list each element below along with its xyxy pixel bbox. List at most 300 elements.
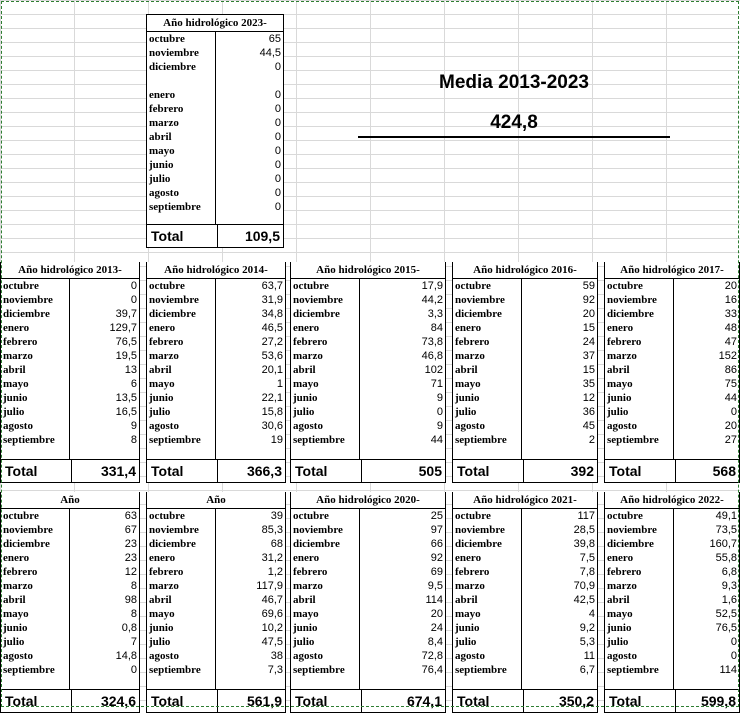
month-row — [453, 307, 597, 321]
rainfall-value[interactable]: 0 — [730, 650, 737, 662]
month-row — [291, 335, 445, 349]
month-label: octubre — [291, 509, 360, 523]
month-label: agosto — [605, 649, 674, 663]
rainfall-value[interactable]: 13,5 — [115, 392, 137, 404]
rainfall-value[interactable]: 73,5 — [715, 524, 737, 536]
month-row — [1, 593, 139, 607]
month-row — [147, 293, 285, 307]
rainfall-value[interactable]: 35 — [582, 378, 595, 390]
month-label: marzo — [1, 579, 70, 593]
rainfall-value[interactable]: 68 — [270, 538, 283, 550]
rainfall-value[interactable]: 9,3 — [721, 580, 737, 592]
rainfall-value[interactable]: 28,5 — [573, 524, 595, 536]
month-row — [291, 537, 445, 551]
total-value[interactable]: 392 — [570, 463, 594, 479]
year-table — [0, 492, 140, 713]
month-row — [605, 363, 739, 377]
month-label: abril — [147, 593, 216, 607]
month-label: abril — [605, 363, 674, 377]
month-label: septiembre — [1, 663, 70, 677]
month-label: junio — [453, 621, 522, 635]
rainfall-value[interactable]: 114 — [425, 594, 443, 606]
rainfall-value[interactable]: 20 — [582, 308, 595, 320]
blank-row — [147, 74, 283, 88]
month-row — [453, 419, 597, 433]
month-label: agosto — [147, 419, 216, 433]
rainfall-value[interactable]: 24 — [582, 336, 595, 348]
month-row — [1, 293, 139, 307]
rainfall-value[interactable]: 0 — [274, 117, 281, 129]
month-label: octubre — [147, 32, 216, 46]
rainfall-value[interactable]: 27 — [724, 434, 737, 446]
rainfall-value[interactable]: 9 — [436, 420, 443, 432]
month-label: enero — [1, 321, 70, 335]
rainfall-value[interactable]: 85,3 — [261, 524, 283, 536]
rainfall-value[interactable]: 52,5 — [715, 608, 737, 620]
rainfall-value[interactable]: 47 — [724, 336, 737, 348]
year-table-title: Año hidrológico 2020- — [291, 492, 445, 509]
rainfall-value[interactable]: 44 — [724, 392, 737, 404]
blank-row — [147, 214, 283, 224]
rainfall-value[interactable]: 44,5 — [259, 47, 281, 59]
rainfall-value[interactable]: 31,9 — [261, 294, 283, 306]
rainfall-value[interactable]: 70,9 — [573, 580, 595, 592]
rainfall-value[interactable]: 4 — [588, 608, 595, 620]
total-row — [291, 459, 445, 482]
rainfall-value[interactable]: 8 — [130, 580, 137, 592]
rainfall-value[interactable]: 25 — [430, 510, 443, 522]
rainfall-value[interactable]: 63 — [124, 510, 137, 522]
rainfall-value[interactable]: 152 — [718, 350, 737, 362]
month-label: febrero — [291, 565, 360, 579]
total-label: Total — [605, 690, 676, 712]
rainfall-value[interactable]: 98 — [124, 594, 137, 606]
month-row — [453, 293, 597, 307]
rainfall-value[interactable]: 76,4 — [421, 664, 443, 676]
month-row — [1, 363, 139, 377]
month-row — [605, 377, 739, 391]
total-value[interactable]: 324,6 — [100, 693, 136, 709]
total-value[interactable]: 505 — [418, 463, 442, 479]
month-row — [147, 88, 283, 102]
rainfall-value[interactable]: 46,7 — [261, 594, 283, 606]
rainfall-value[interactable]: 9 — [130, 420, 137, 432]
rainfall-value[interactable]: 0 — [274, 103, 281, 115]
month-label: noviembre — [147, 46, 216, 60]
rainfall-value[interactable]: 5,3 — [579, 636, 595, 648]
month-row — [605, 293, 739, 307]
rainfall-value[interactable]: 9,5 — [427, 580, 443, 592]
rainfall-value[interactable]: 72,8 — [421, 650, 443, 662]
blank-row — [291, 677, 445, 689]
rainfall-value[interactable]: 15 — [582, 322, 595, 334]
rainfall-value[interactable]: 76,5 — [115, 336, 137, 348]
rainfall-value[interactable]: 1,6 — [721, 594, 737, 606]
rainfall-value[interactable]: 84 — [430, 322, 443, 334]
month-label: diciembre — [453, 307, 522, 321]
rainfall-value[interactable]: 16,5 — [115, 406, 137, 418]
rainfall-value[interactable]: 97 — [430, 524, 443, 536]
rainfall-value[interactable]: 19 — [270, 434, 283, 446]
rainfall-value[interactable]: 44 — [430, 434, 443, 446]
month-row — [147, 433, 285, 447]
month-label: enero — [605, 321, 674, 335]
rainfall-value[interactable]: 53,6 — [261, 350, 283, 362]
month-row — [147, 144, 283, 158]
month-row — [291, 565, 445, 579]
total-row — [147, 689, 285, 712]
rainfall-value[interactable]: 6,7 — [579, 664, 595, 676]
month-row — [291, 321, 445, 335]
year-table-title: Año — [147, 492, 285, 509]
rainfall-value[interactable]: 42,5 — [573, 594, 595, 606]
rainfall-value[interactable]: 8 — [130, 608, 137, 620]
month-row — [291, 551, 445, 565]
month-label: julio — [605, 405, 674, 419]
month-row — [147, 537, 285, 551]
month-row — [147, 621, 285, 635]
total-label: Total — [1, 690, 72, 712]
month-row — [291, 509, 445, 523]
month-row — [605, 307, 739, 321]
rainfall-value[interactable]: 71 — [430, 378, 443, 390]
month-label: enero — [453, 551, 522, 565]
month-row — [1, 419, 139, 433]
month-label: noviembre — [147, 523, 216, 537]
month-row — [291, 523, 445, 537]
month-row — [1, 307, 139, 321]
month-label: abril — [291, 593, 360, 607]
month-row — [147, 200, 283, 214]
month-label: marzo — [147, 349, 216, 363]
month-row — [147, 363, 285, 377]
month-label: septiembre — [453, 663, 522, 677]
month-row — [605, 593, 739, 607]
rainfall-value[interactable]: 39,7 — [115, 308, 137, 320]
rainfall-value[interactable]: 0 — [274, 187, 281, 199]
rainfall-value[interactable]: 66 — [430, 538, 443, 550]
rainfall-value[interactable]: 117,9 — [256, 580, 283, 592]
month-row — [605, 279, 739, 293]
rainfall-value[interactable]: 30,6 — [261, 420, 283, 432]
rainfall-value[interactable]: 160,7 — [709, 538, 737, 550]
total-label: Total — [291, 690, 362, 712]
rainfall-value[interactable]: 67 — [124, 524, 137, 536]
rainfall-value[interactable]: 12 — [124, 566, 137, 578]
rainfall-value[interactable]: 12 — [582, 392, 595, 404]
rainfall-value[interactable]: 34,8 — [261, 308, 283, 320]
month-label: diciembre — [147, 537, 216, 551]
month-label: noviembre — [605, 523, 674, 537]
month-label: febrero — [147, 102, 216, 116]
total-label: Total — [453, 690, 524, 712]
rainfall-value[interactable]: 23 — [124, 538, 137, 550]
month-row — [147, 405, 285, 419]
rainfall-value[interactable]: 20 — [724, 280, 737, 292]
rainfall-value[interactable]: 69,6 — [261, 608, 283, 620]
month-label: agosto — [291, 649, 360, 663]
month-label: diciembre — [291, 537, 360, 551]
month-label: julio — [147, 635, 216, 649]
rainfall-value[interactable]: 46,5 — [261, 322, 283, 334]
month-row — [147, 551, 285, 565]
month-row — [1, 607, 139, 621]
month-label: julio — [1, 405, 70, 419]
month-label: noviembre — [453, 523, 522, 537]
rainfall-value[interactable]: 3,3 — [427, 308, 443, 320]
month-label: mayo — [291, 607, 360, 621]
rainfall-value[interactable]: 22,1 — [261, 392, 283, 404]
month-row — [453, 509, 597, 523]
rainfall-value[interactable]: 33 — [724, 308, 737, 320]
month-row — [291, 349, 445, 363]
month-label: marzo — [291, 349, 360, 363]
month-label: enero — [147, 88, 216, 102]
total-row — [147, 459, 285, 482]
month-row — [605, 509, 739, 523]
rainfall-value[interactable]: 20,1 — [261, 364, 283, 376]
rainfall-value[interactable]: 55,8 — [715, 552, 737, 564]
month-row — [147, 158, 283, 172]
rainfall-value[interactable]: 0 — [436, 406, 443, 418]
rainfall-value[interactable]: 23 — [124, 552, 137, 564]
month-label: junio — [1, 621, 70, 635]
rainfall-value[interactable]: 11 — [583, 650, 595, 662]
month-label: octubre — [1, 509, 70, 523]
month-row — [453, 607, 597, 621]
total-value[interactable]: 350,2 — [558, 693, 594, 709]
rainfall-value[interactable]: 8,4 — [427, 636, 443, 648]
rainfall-value[interactable]: 15 — [582, 364, 595, 376]
rainfall-value[interactable]: 0,8 — [121, 622, 137, 634]
month-row — [147, 565, 285, 579]
month-row — [605, 537, 739, 551]
rainfall-value[interactable]: 20 — [430, 608, 443, 620]
month-label: agosto — [453, 649, 522, 663]
total-value[interactable]: 568 — [712, 463, 736, 479]
current-year-table — [146, 14, 284, 248]
rainfall-value[interactable]: 65 — [268, 33, 281, 45]
month-row — [147, 321, 285, 335]
month-row — [291, 293, 445, 307]
month-label: septiembre — [147, 433, 216, 447]
rainfall-value[interactable]: 19,5 — [115, 350, 137, 362]
month-row — [605, 419, 739, 433]
total-value[interactable]: 599,8 — [700, 693, 736, 709]
month-label: febrero — [1, 335, 70, 349]
month-label: diciembre — [147, 307, 216, 321]
rainfall-value[interactable]: 73,8 — [421, 336, 443, 348]
rainfall-value[interactable]: 37 — [582, 350, 595, 362]
total-value[interactable]: 366,3 — [246, 463, 282, 479]
month-row — [605, 621, 739, 635]
rainfall-value[interactable]: 46,8 — [421, 350, 443, 362]
rainfall-value[interactable]: 0 — [730, 406, 737, 418]
rainfall-value[interactable]: 47,5 — [261, 636, 283, 648]
rainfall-value[interactable]: 39,8 — [573, 538, 595, 550]
year-table — [290, 492, 446, 713]
rainfall-value[interactable]: 36 — [582, 406, 595, 418]
month-row — [1, 335, 139, 349]
year-table-title: Año hidrológico 2014- — [147, 262, 285, 279]
year-table — [604, 492, 740, 713]
month-row — [1, 565, 139, 579]
rainfall-value[interactable]: 7,3 — [267, 664, 283, 676]
month-label: enero — [147, 321, 216, 335]
month-row — [453, 593, 597, 607]
month-label: junio — [605, 391, 674, 405]
month-row — [453, 621, 597, 635]
rainfall-value[interactable]: 92 — [582, 294, 595, 306]
rainfall-value[interactable]: 7,8 — [579, 566, 595, 578]
month-row — [453, 663, 597, 677]
year-table-title: Año hidrológico 2015- — [291, 262, 445, 279]
rainfall-value[interactable]: 48 — [724, 322, 737, 334]
rainfall-value[interactable]: 92 — [430, 552, 443, 564]
month-label: julio — [605, 635, 674, 649]
month-label: junio — [147, 158, 216, 172]
total-label: Total — [147, 460, 218, 482]
rainfall-value[interactable]: 17,9 — [421, 280, 443, 292]
month-row — [147, 663, 285, 677]
rainfall-value[interactable]: 9 — [436, 392, 443, 404]
month-label: noviembre — [1, 523, 70, 537]
rainfall-value[interactable]: 8 — [130, 434, 137, 446]
month-label: agosto — [291, 419, 360, 433]
month-row — [147, 649, 285, 663]
rainfall-value[interactable]: 2 — [588, 434, 595, 446]
total-value[interactable]: 561,9 — [246, 693, 282, 709]
month-row — [605, 321, 739, 335]
rainfall-value[interactable]: 6 — [130, 378, 137, 390]
rainfall-value[interactable]: 0 — [274, 201, 281, 213]
month-label: agosto — [605, 419, 674, 433]
month-row — [1, 433, 139, 447]
month-label: mayo — [453, 377, 522, 391]
rainfall-value[interactable]: 7,5 — [579, 552, 595, 564]
month-label: octubre — [1, 279, 70, 293]
rainfall-value[interactable]: 16 — [724, 294, 737, 306]
rainfall-value[interactable]: 63,7 — [261, 280, 283, 292]
rainfall-value[interactable]: 13 — [124, 364, 137, 376]
rainfall-value[interactable]: 75 — [724, 378, 737, 390]
year-table — [604, 262, 740, 483]
rainfall-value[interactable]: 6,8 — [721, 566, 737, 578]
month-row — [147, 172, 283, 186]
month-row — [453, 649, 597, 663]
rainfall-value[interactable]: 0 — [274, 61, 281, 73]
month-row — [147, 307, 285, 321]
month-row — [147, 523, 285, 537]
rainfall-value[interactable]: 0 — [130, 294, 137, 306]
month-row — [147, 130, 283, 144]
rainfall-value[interactable]: 102 — [424, 364, 443, 376]
rainfall-value[interactable]: 15,8 — [261, 406, 283, 418]
rainfall-value[interactable]: 20 — [724, 420, 737, 432]
month-row — [453, 405, 597, 419]
month-label: mayo — [147, 377, 216, 391]
rainfall-value[interactable]: 39 — [270, 510, 283, 522]
summary-title: Media 2013-2023 — [439, 72, 589, 93]
total-value[interactable]: 331,4 — [100, 463, 136, 479]
rainfall-value[interactable]: 27,2 — [261, 336, 283, 348]
rainfall-value[interactable]: 44,2 — [421, 294, 443, 306]
month-row — [147, 46, 283, 60]
rainfall-value[interactable]: 0 — [274, 159, 281, 171]
month-row — [291, 363, 445, 377]
rainfall-value[interactable]: 1 — [276, 378, 283, 390]
rainfall-value[interactable]: 117 — [577, 510, 595, 522]
rainfall-value[interactable]: 0 — [730, 636, 737, 648]
rainfall-value[interactable]: 38 — [270, 650, 283, 662]
rainfall-value[interactable]: 7 — [130, 636, 137, 648]
total-value[interactable]: 674,1 — [406, 693, 442, 709]
month-label: marzo — [453, 579, 522, 593]
rainfall-value[interactable]: 59 — [582, 280, 595, 292]
year-table — [146, 262, 286, 483]
rainfall-value[interactable]: 0 — [130, 664, 137, 676]
month-label: mayo — [605, 607, 674, 621]
month-label: agosto — [1, 419, 70, 433]
month-row — [453, 279, 597, 293]
month-label: noviembre — [291, 293, 360, 307]
rainfall-value[interactable]: 0 — [274, 173, 281, 185]
month-row — [291, 377, 445, 391]
rainfall-value[interactable]: 24 — [430, 622, 443, 634]
rainfall-value[interactable]: 9,2 — [579, 622, 595, 634]
rainfall-value[interactable]: 0 — [274, 89, 281, 101]
month-row — [291, 649, 445, 663]
year-table — [0, 262, 140, 483]
rainfall-value[interactable]: 69 — [430, 566, 443, 578]
month-row — [1, 635, 139, 649]
blank-row — [1, 447, 139, 459]
rainfall-value[interactable]: 86 — [724, 364, 737, 376]
rainfall-value[interactable]: 0 — [274, 131, 281, 143]
year-table — [452, 492, 598, 713]
rainfall-value[interactable]: 114 — [719, 664, 737, 676]
total-row — [453, 689, 597, 712]
rainfall-value[interactable]: 31,2 — [261, 552, 283, 564]
total-row — [605, 689, 739, 712]
rainfall-value[interactable]: 0 — [274, 145, 281, 157]
month-label: julio — [147, 405, 216, 419]
month-label: marzo — [291, 579, 360, 593]
month-row — [291, 621, 445, 635]
rainfall-value[interactable]: 0 — [130, 280, 137, 292]
month-label: octubre — [291, 279, 360, 293]
rainfall-value[interactable]: 1,2 — [267, 566, 283, 578]
rainfall-value[interactable]: 45 — [582, 420, 595, 432]
blank-row — [1, 677, 139, 689]
month-label: abril — [1, 593, 70, 607]
rainfall-value[interactable]: 129,7 — [109, 322, 137, 334]
month-row — [291, 391, 445, 405]
rainfall-value[interactable]: 76,5 — [715, 622, 737, 634]
rainfall-value[interactable]: 14,8 — [115, 650, 137, 662]
month-label: febrero — [1, 565, 70, 579]
month-row — [1, 523, 139, 537]
month-row — [453, 433, 597, 447]
month-label: diciembre — [605, 307, 674, 321]
month-row — [453, 335, 597, 349]
month-label: junio — [147, 391, 216, 405]
total-row — [453, 459, 597, 482]
month-label: octubre — [147, 509, 216, 523]
rainfall-value[interactable]: 10,2 — [261, 622, 283, 634]
rainfall-value[interactable]: 49,1 — [715, 510, 737, 522]
month-row — [1, 649, 139, 663]
